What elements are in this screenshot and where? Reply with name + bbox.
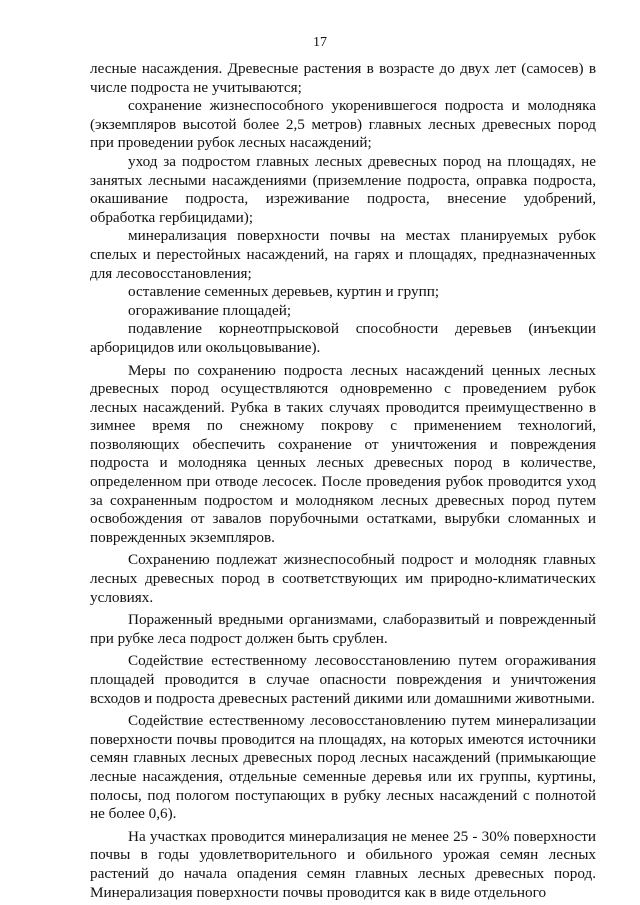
- paragraph: На участках проводится минерализация не менее 25 - 30% поверхности почвы в годы удовлетворительного и обильного урожая семян лесных растений до начала опадения семян главных лесных древесных пород. Минерализация поверхности почвы проводится как в виде отдельного: [90, 827, 596, 901]
- document-body: [90, 60, 596, 902]
- paragraph: Сохранению подлежат жизнеспособный подрост и молодняк главных лесных древесных пород в соответствующих им природно-климатических условиях.: [90, 551, 596, 606]
- paragraph-item: оставление семенных деревьев, куртин и групп;: [128, 283, 440, 301]
- paragraph: Содействие естественному лесовосстановлению путем минерализации поверхности почвы проводится на площадях, на которых имеются источники семян главных лесных древесных пород лесных насаждений (примыкающие лесные насаждения, отдельные семенные деревья или их группы, куртины, полосы, под пологом поступающих в рубку лесных насаждений с полнотой не более 0,6).: [90, 712, 596, 823]
- paragraph: Меры по сохранению подроста лесных насаждений ценных лесных древесных пород осуществляются одновременно с проведением рубок лесных насаждений. Рубка в таких случаях проводится преимущественно в зимнее время по снежному покрову с применением технологий, позволяющих обеспечить сохранение от уничтожения и повреждения подроста и молодняка ценных лесных древесных пород в количестве, определенном при отводе лесосек. После проведения рубок проводится уход за сохраненным подростом и молодняком лесных древесных пород путем освобождения от завалов порубочными остатками, вырубки сломанных и поврежденных экземпляров.: [90, 361, 596, 546]
- paragraph: Содействие естественному лесовосстановлению путем огораживания площадей проводится в случае опасности повреждения и уничтожения всходов и подроста древесных растений дикими или домашними животными.: [90, 652, 596, 707]
- paragraph-item: уход за подростом главных лесных древесных пород на площадях, не занятых лесными насаждениями (приземление подроста, оправка подроста, окашивание подроста, изреживание подроста, внесение удобрений, обработка гербицидами);: [90, 152, 596, 226]
- paragraph-item: сохранение жизнеспособного укоренившегося подроста и молодняка (экземпляров высотой более 2,5 метров) главных лесных древесных пород при проведении рубок лесных насаждений;: [90, 97, 596, 152]
- paragraph-item: подавление корнеотпрысковой способности деревьев (инъекции арборицидов или окольцовывание).: [90, 320, 596, 356]
- paragraph-item: минерализация поверхности почвы на местах планируемых рубок спелых и перестойных насаждений, на гарях и площадях, предназначенных для лесовосстановления;: [90, 227, 596, 282]
- paragraph-item: огораживание площадей;: [128, 301, 292, 319]
- page-number: 17: [313, 35, 327, 50]
- paragraph: Пораженный вредными организмами, слаборазвитый и поврежденный при рубке леса подрост должен быть срублен.: [90, 611, 596, 647]
- paragraph-continuation: лесные насаждения. Древесные растения в возрасте до двух лет (самосев) в числе подроста не учитываются;: [90, 60, 596, 96]
